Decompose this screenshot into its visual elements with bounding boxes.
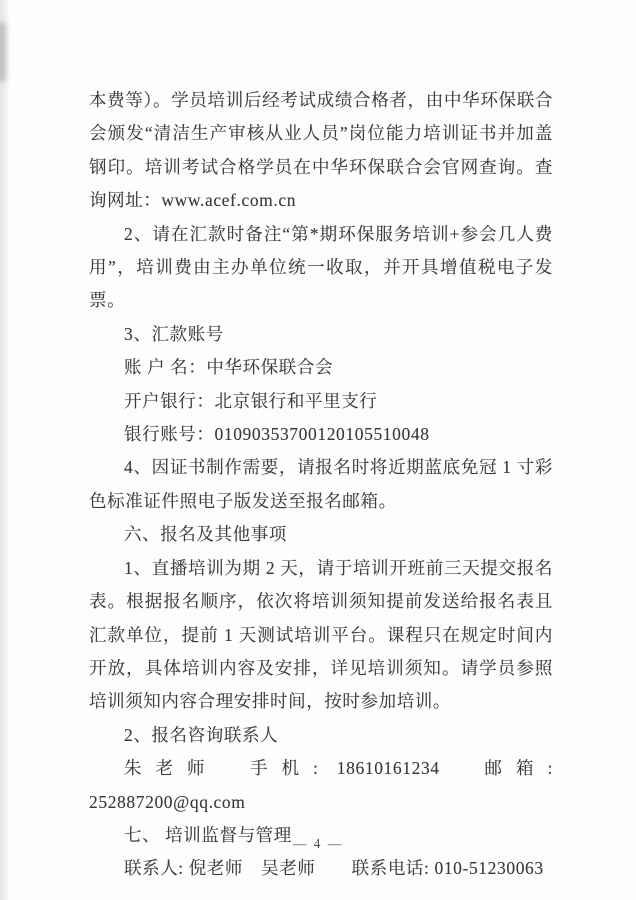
paragraph-contact-heading: 2、报名咨询联系人 [124,724,279,745]
paragraph-photo-requirement: 4、因证书制作需要，请报名时将近期蓝底免冠 1 寸彩色标准证件照电子版发送至报名邮箱。 [89,457,553,511]
section-heading-six: 六、报名及其他事项 [124,524,287,545]
page-number: — 4 — [292,836,344,851]
paragraph-continuation: 本费等）。学员培训后经考试成绩合格者，由中华环保联合会颁发“清洁生产审核从业人员”岗位能力培训证书并加盖钢印。培训考试合格学员在中华环保联合会官网查询。查询网址：www.acef.com.cn [89,90,553,211]
scan-artifact [0,22,6,82]
section-heading-seven: 七、 培训监督与管理 [124,824,292,845]
bank-account-number-line: 银行账号：01090353700120105510048 [124,424,430,445]
paragraph-training-schedule: 1、直播培训为期 2 天，请于培训开班前三天提交报名表。根据报名顺序，依次将培训须知提前发送给报名表且汇款单位，提前 1 天测试培训平台。课程只在规定时间内开放，具体培训内容及安排，详见培训须知。请学员参照培训须知内容合理安排时间，按时参加培训。 [89,557,553,712]
supervision-contact-line: 联系人: 倪老师 吴老师 联系电话: 010-51230063 [124,858,544,879]
document-body [89,84,553,886]
contact-zhu-line: 朱老师 手机: 18610161234 邮箱: 252887200@qq.com [89,758,553,812]
paragraph-account-heading: 3、汇款账号 [124,323,224,344]
bank-name-line: 开户银行：北京银行和平里支行 [124,390,378,411]
paragraph-remittance-note: 2、请在汇款时备注“第*期环保服务培训+参会几人费用”，培训费由主办单位统一收取，并开具增值税电子发票。 [89,223,553,311]
scan-edge-shading [0,0,10,900]
account-name-line: 账 户 名：中华环保联合会 [124,357,334,378]
